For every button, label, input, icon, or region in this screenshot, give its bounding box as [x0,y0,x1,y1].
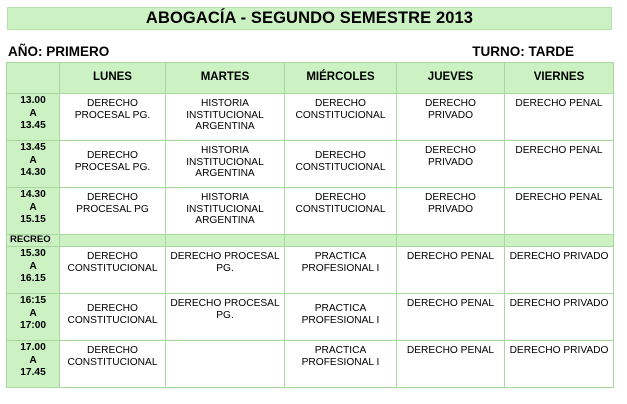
subject-line: CONSTITUCIONAL [67,262,158,274]
subject-line: PRACTICA [314,251,367,262]
table-row [7,294,614,341]
subject-text [397,141,504,168]
subject-cell [285,247,397,294]
subject-line: DERECHO [315,98,366,109]
subject-text [166,341,284,345]
subject-line: PROFESIONAL I [301,356,380,368]
subject-text [285,188,396,215]
subject-cell [60,94,166,141]
subject-cell [397,94,505,141]
break-cell [397,235,505,247]
subject-line: PRIVADO [427,203,474,215]
subject-text [505,294,613,310]
time-slot [7,188,60,235]
time-slot-line: 13.45 [20,120,46,131]
time-slot-line: 14.30 [20,189,46,200]
subject-line: DERECHO [87,150,138,161]
subject-text [166,141,284,180]
break-row [7,235,614,247]
time-slot [7,294,60,341]
subject-line: DERECHO PENAL [515,98,603,109]
subject-line: PROFESIONAL I [301,314,380,326]
subject-line: ARGENTINA [195,168,255,179]
subject-line: CONSTITUCIONAL [67,356,158,368]
subject-line: ARGENTINA [195,121,255,132]
subject-cell [505,188,614,235]
subject-line: DERECHO [315,192,366,203]
time-slot [7,94,60,141]
subject-cell [505,341,614,388]
time-slot-line: A [29,154,37,166]
subject-line: HISTORIA [201,192,249,203]
subject-text [166,294,284,321]
time-slot-line: 17.00 [20,342,46,353]
subject-cell [505,294,614,341]
subject-cell [505,141,614,188]
shift-label: TURNO: TARDE [472,44,574,59]
subject-line: CONSTITUCIONAL [295,203,386,215]
subject-line: PRACTICA [314,345,367,356]
day-header: LUNES [60,63,166,94]
subject-cell [60,141,166,188]
subject-line: CONSTITUCIONAL [295,161,386,173]
subject-cell [60,247,166,294]
table-row [7,141,614,188]
subject-text [60,94,165,121]
subject-text [166,188,284,227]
subject-cell [285,188,397,235]
subject-cell [166,94,285,141]
schedule-table [6,62,614,388]
subject-line: DERECHO PRIVADO [509,251,609,262]
subject-cell [60,341,166,388]
header-row [7,63,614,94]
subject-cell [505,247,614,294]
time-slot-line: A [29,354,37,366]
break-cell [166,235,285,247]
break-cell [505,235,614,247]
subject-cell [285,141,397,188]
subject-text [60,247,165,274]
subject-text [166,247,284,274]
subject-line: DERECHO [425,145,476,156]
subject-cell [285,341,397,388]
subject-cell [397,294,505,341]
time-slot-line: 13.45 [20,142,46,153]
subject-line: CONSTITUCIONAL [67,314,158,326]
subject-text [60,141,165,173]
subject-text [60,341,165,368]
time-slot-line: 14.30 [20,167,46,178]
time-slot-line: A [29,307,37,319]
time-slot-line: 17:00 [19,320,47,331]
day-header: MARTES [166,63,285,94]
subject-line: ARGENTINA [195,215,255,226]
subject-line: DERECHO PENAL [406,298,495,309]
table-row [7,188,614,235]
subject-cell [166,294,285,341]
subject-line: INSTITUCIONAL [186,109,264,121]
time-slot-line: 16.15 [20,273,46,284]
subject-line: DERECHO PENAL [406,345,495,356]
day-header: MIÉRCOLES [285,63,397,94]
subject-line: DERECHO PENAL [515,145,603,156]
subject-line: PROCESAL PG. [74,161,151,173]
time-slot-line: 15.15 [20,214,46,225]
subject-line: PRACTICA [314,303,367,314]
subject-cell [60,188,166,235]
subject-text [505,141,613,157]
subject-line: DERECHO PRIVADO [509,345,609,356]
subject-line: DERECHO [87,98,138,109]
subject-line: PRIVADO [427,156,474,168]
subject-cell [166,247,285,294]
subject-text [285,341,396,368]
subject-line: DERECHO [315,150,366,161]
subject-line: DERECHO [87,345,138,356]
subject-line: PRIVADO [427,109,474,121]
subject-cell [166,188,285,235]
subject-text [505,341,613,357]
subject-cell [397,247,505,294]
time-slot-line: 17.45 [20,367,46,378]
page-title: ABOGACÍA - SEGUNDO SEMESTRE 2013 [7,7,612,30]
day-header: JUEVES [397,63,505,94]
subject-line: HISTORIA [201,98,249,109]
subject-cell [285,294,397,341]
subject-text [397,188,504,215]
subject-line: DERECHO [87,303,138,314]
subject-line: DERECHO PROCESAL [170,298,280,309]
corner-cell [7,63,60,94]
subject-line: HISTORIA [201,145,249,156]
subject-line: DERECHO [425,192,476,203]
subject-line: CONSTITUCIONAL [295,109,386,121]
subject-text [285,247,396,274]
subject-line: DERECHO PENAL [515,192,603,203]
subject-cell [166,141,285,188]
subject-line: PG. [216,309,234,321]
time-slot-line: 13.00 [20,95,46,106]
subject-line: PROCESAL PG. [74,109,151,121]
subject-line: PROCESAL PG [76,203,149,215]
day-header: VIERNES [505,63,614,94]
subject-line: DERECHO [87,251,138,262]
subject-text [505,247,613,263]
subject-text [285,294,396,326]
subject-text [60,294,165,326]
time-slot [7,141,60,188]
break-cell [60,235,166,247]
subject-line: INSTITUCIONAL [186,203,264,215]
subject-line: DERECHO PROCESAL [170,251,280,262]
subject-text [166,94,284,133]
time-slot-line: A [29,201,37,213]
subject-text [397,341,504,357]
break-label: RECREO [7,235,60,247]
table-row [7,341,614,388]
subject-cell [397,141,505,188]
time-slot-line: A [29,107,37,119]
year-label: AÑO: PRIMERO [8,44,110,59]
time-slot [7,247,60,294]
subject-line: DERECHO PENAL [406,251,495,262]
subject-cell [166,341,285,388]
subject-text [397,247,504,263]
subject-cell [285,94,397,141]
time-slot-line: 15.30 [20,248,46,259]
subject-text [505,188,613,204]
subject-line: PG. [216,262,234,274]
table-row [7,247,614,294]
subject-text [397,294,504,310]
subject-text [505,94,613,110]
break-cell [285,235,397,247]
subject-text [285,141,396,173]
subject-cell [397,341,505,388]
subject-line: DERECHO PRIVADO [509,298,609,309]
subject-line: DERECHO [425,98,476,109]
time-slot [7,341,60,388]
subject-cell [60,294,166,341]
subject-line: DERECHO [87,192,138,203]
table-row [7,94,614,141]
subject-cell [397,188,505,235]
subject-text [397,94,504,121]
subject-cell [505,94,614,141]
time-slot-line: A [29,260,37,272]
subject-line: PROFESIONAL I [301,262,380,274]
subject-line: INSTITUCIONAL [186,156,264,168]
subject-text [285,94,396,121]
time-slot-line: 16:15 [19,295,47,306]
subject-text [60,188,165,215]
